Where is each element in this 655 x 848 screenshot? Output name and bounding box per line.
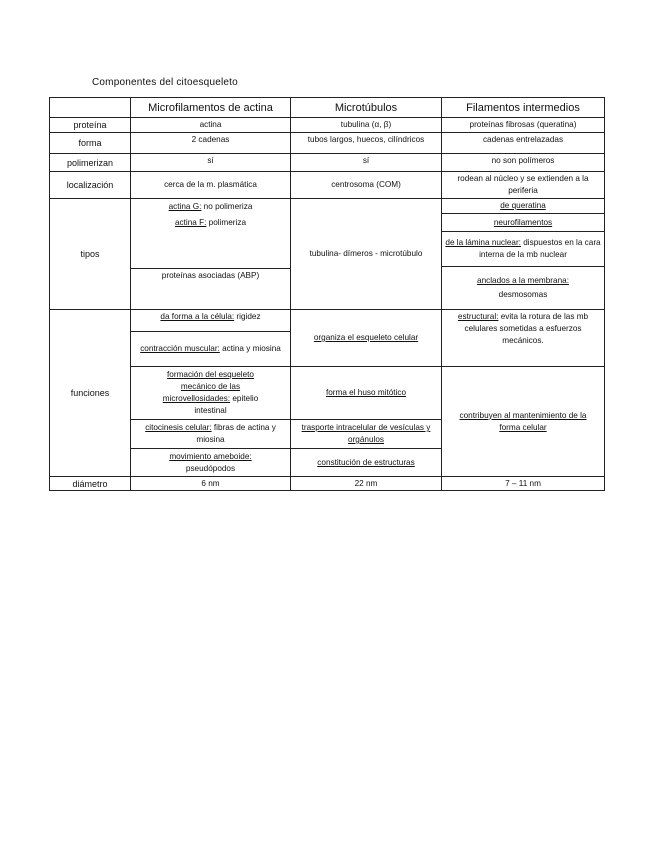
actina-f-desc: polimeriza xyxy=(206,218,246,227)
contraccion-term: contracción muscular: xyxy=(140,344,220,353)
fi-mantenimiento-text: contribuyen al mantenimiento de la forma celular xyxy=(459,410,587,432)
tipos-anclados xyxy=(441,266,605,309)
tipos-neurofilamentos: neurofilamentos xyxy=(441,213,605,231)
lamina-desc: dispuestos en la cara interna de la mb nuclear xyxy=(479,238,601,259)
proteina-intermedios: proteínas fibrosas (queratina) xyxy=(441,117,605,132)
header-corner xyxy=(49,97,130,117)
forma-intermedios: cadenas entrelazadas xyxy=(441,132,605,153)
proteina-actina: actina xyxy=(130,117,290,132)
lamina-term: de la lámina nuclear: xyxy=(445,238,521,247)
tipos-anclados-stack xyxy=(477,275,569,301)
funciones-forma xyxy=(130,309,290,331)
row-label-localizacion: localización xyxy=(49,171,130,198)
row-label-polimerizan: polimerizan xyxy=(49,153,130,171)
diametro-actina: 6 nm xyxy=(130,476,290,491)
actina-f-term: actina F: xyxy=(175,218,207,227)
esqueleto-desc: epitelio intestinal xyxy=(194,394,259,415)
tipos-lamina-text xyxy=(444,237,602,261)
tipos-actina-f xyxy=(175,217,246,229)
fi-estructural-desc: evita la rotura de las mb celulares sometidas a esfuerzos mecánicos. xyxy=(464,312,589,345)
polimerizan-microtubulos: sí xyxy=(290,153,441,171)
funciones-mt-huso xyxy=(290,366,441,419)
polimerizan-intermedios: no son polímeros xyxy=(441,153,605,171)
mt-transporte-text: trasporte intracelular de vesículas y orgánulos xyxy=(301,423,431,444)
forma-actina: 2 cadenas xyxy=(130,132,290,153)
funciones-esqueleto-text xyxy=(151,369,270,417)
esqueleto-term: formación del esqueleto mecánico de las microvellosidades: xyxy=(162,370,254,403)
header-microtubulos: Microtúbulos xyxy=(290,97,441,117)
funciones-fi-estructural xyxy=(441,309,605,366)
funciones-citocinesis xyxy=(130,419,290,448)
diametro-microtubulos: 22 nm xyxy=(290,476,441,491)
funciones-citocinesis-text xyxy=(133,422,288,446)
movimiento-desc: pseudópodos xyxy=(185,463,236,473)
header-intermedios: Filamentos intermedios xyxy=(441,97,605,117)
localizacion-actina: cerca de la m. plasmática xyxy=(130,171,290,198)
mt-organiza-text: organiza el esqueleto celular xyxy=(313,333,419,342)
actina-g-desc: no polimeriza xyxy=(201,202,253,211)
funciones-fi-mantenimiento xyxy=(441,366,605,476)
funciones-forma-text xyxy=(160,311,260,323)
proteina-microtubulos: tubulina (α, β) xyxy=(290,117,441,132)
tipos-microtubulos: tubulina- dímeros - microtúbulo xyxy=(290,198,441,309)
anclados-term: anclados a la membrana: xyxy=(477,276,569,285)
polimerizan-actina: sí xyxy=(130,153,290,171)
mt-huso-text: forma el huso mitótico xyxy=(325,388,407,397)
funciones-contraccion-text xyxy=(140,343,281,355)
tipos-abp: proteínas asociadas (ABP) xyxy=(130,268,290,309)
actina-g-term: actina G: xyxy=(168,202,202,211)
forma-microtubulos: tubos largos, huecos, cilíndricos xyxy=(290,132,441,153)
anclados-desc: desmosomas xyxy=(498,290,548,299)
row-label-diametro: diámetro xyxy=(49,476,130,491)
tipos-lamina xyxy=(441,231,605,266)
row-label-forma: forma xyxy=(49,132,130,153)
forma-desc: rigidez xyxy=(234,312,261,321)
funciones-mt-organiza xyxy=(290,309,441,366)
row-label-proteina: proteína xyxy=(49,117,130,132)
row-label-tipos: tipos xyxy=(49,198,130,309)
contraccion-desc: actina y miosina xyxy=(219,344,281,353)
tipos-actina-stack xyxy=(169,200,253,229)
row-label-funciones: funciones xyxy=(49,309,130,476)
funciones-fi-estructural-text xyxy=(444,311,602,347)
funciones-contraccion xyxy=(130,331,290,366)
mt-estructuras-text: constitución de estructuras xyxy=(317,457,415,467)
diametro-intermedios: 7 – 11 nm xyxy=(441,476,605,491)
movimiento-term: movimiento ameboide: xyxy=(169,451,252,461)
header-actina: Microfilamentos de actina xyxy=(130,97,290,117)
tipos-actina-cell xyxy=(130,198,290,268)
funciones-mt-transporte xyxy=(290,419,441,448)
localizacion-intermedios: rodean al núcleo y se extienden a la periferia xyxy=(441,171,605,198)
fi-estructural-term: estructural: xyxy=(457,312,499,321)
cytoskeleton-table xyxy=(49,97,605,491)
tipos-actina-g xyxy=(169,201,253,213)
citocinesis-desc: fibras de actina y miosina xyxy=(196,423,276,444)
document-title: Componentes del citoesqueleto xyxy=(92,77,238,88)
funciones-movimiento-stack xyxy=(169,451,251,475)
funciones-mt-estructuras xyxy=(290,448,441,476)
tipos-queratina: de queratina xyxy=(441,198,605,213)
localizacion-microtubulos: centrosoma (COM) xyxy=(290,171,441,198)
forma-term: da forma a la célula: xyxy=(160,312,235,321)
funciones-movimiento xyxy=(130,448,290,476)
funciones-esqueleto xyxy=(130,366,290,419)
citocinesis-term: citocinesis celular: xyxy=(145,423,212,432)
